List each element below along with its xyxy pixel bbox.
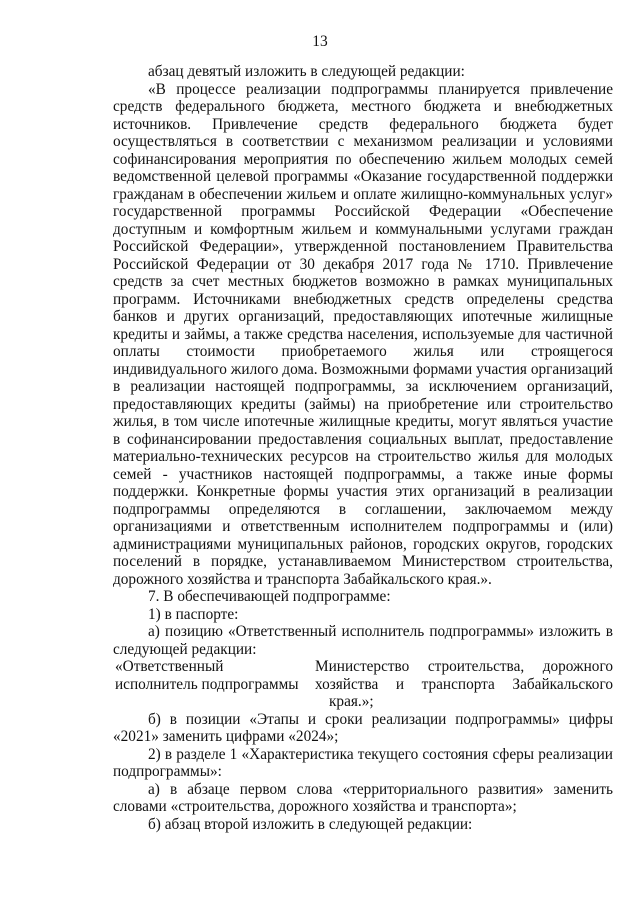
table-right-cell: края.»; [329, 693, 374, 710]
table-row [113, 658, 613, 676]
paragraph-item-1: 1) в паспорте: [148, 605, 239, 623]
paragraph-item-2: 2) в разделе 1 «Характеристика текущего состояния сферы реализации подпрограммы»: [113, 745, 613, 780]
table-left-cell-empty [113, 693, 315, 711]
page-number: 13 [312, 33, 328, 50]
paragraph-item-a: а) позицию «Ответственный исполнитель подпрограммы» изложить в следующей редакции: [113, 623, 613, 658]
paragraph-item-b2: б) абзац второй изложить в следующей редакции: [148, 815, 473, 833]
paragraph-item-7: 7. В обеспечивающей подпрограмме: [148, 588, 391, 605]
responsible-executor-table [113, 658, 613, 711]
table-right-cell: Министерство строительства, дорожного [315, 658, 613, 675]
table-row [113, 693, 613, 711]
table-right-cell: хозяйства и транспорта Забайкальского [315, 675, 613, 693]
paragraph-item-b: б) в позиции «Этапы и сроки реализации подпрограммы» цифры «2021» заменить цифрами «2024»; [113, 710, 613, 745]
table-row [113, 676, 613, 694]
document-body [113, 63, 613, 833]
paragraph-intro: абзац девятый изложить в следующей редакции: [148, 63, 465, 80]
paragraph-item-a2: а) в абзаце первом слова «территориального развития» заменить словами «строительства, дорожного хозяйства и транспорта»; [113, 780, 613, 815]
table-left-cell: «Ответственный [115, 658, 224, 675]
paragraph-quote: «В процессе реализации подпрограммы планируется привлечение средств федерального бюджета, местного бюджета и внебюджетных источников. Привлечение средств федерального бюджета будет осуществляться в соответствии с механизмом реализации и условиями софинансирования мероприятия по обеспечению жильем молодых семей ведомственной целевой программы «Оказание государственной поддержки гражданам в обеспечении жильем и оплате жилищно-коммунальных услуг» государственной программы Российской Федерации «Обеспечение доступным и комфортным жильем и коммунальными услугами граждан Российской Федерации», утвержденной постановлением Правительства Российской Федерации от 30 декабря 2017 года № 1710. Привлечение средств за счет местных бюджетов возможно в рамках муниципальных программ. Источниками внебюджетных средств определены средства банков и других организаций, предоставляющих ипотечные жилищные кредиты и займы, а также средства населения, используемые для частичной оплаты стоимости приобретаемого жилья или строящегося индивидуального жилого дома. Возможными формами участия организаций в реализации настоящей подпрограммы, за исключением организаций, предоставляющих кредиты (займы) на приобретение или строительство жилья, в том числе ипотечные жилищные кредиты, могут являться участие в софинансировании предоставления социальных выплат, предоставление материально-технических ресурсов на строительство жилья для молодых семей - участников настоящей подпрограммы, а также иные формы поддержки. Конкретные формы участия этих организаций в реализации подпрограммы определяются в соглашении, заключаемом между организациями и ответственным исполнителем подпрограммы и (или) администрациями муниципальных районов, городских округов, городских поселений в порядке, устанавливаемом Министерством строительства, дорожного хозяйства и транспорта Забайкальского края.». [113, 80, 613, 588]
table-left-cell: исполнитель подпрограммы [115, 675, 299, 693]
